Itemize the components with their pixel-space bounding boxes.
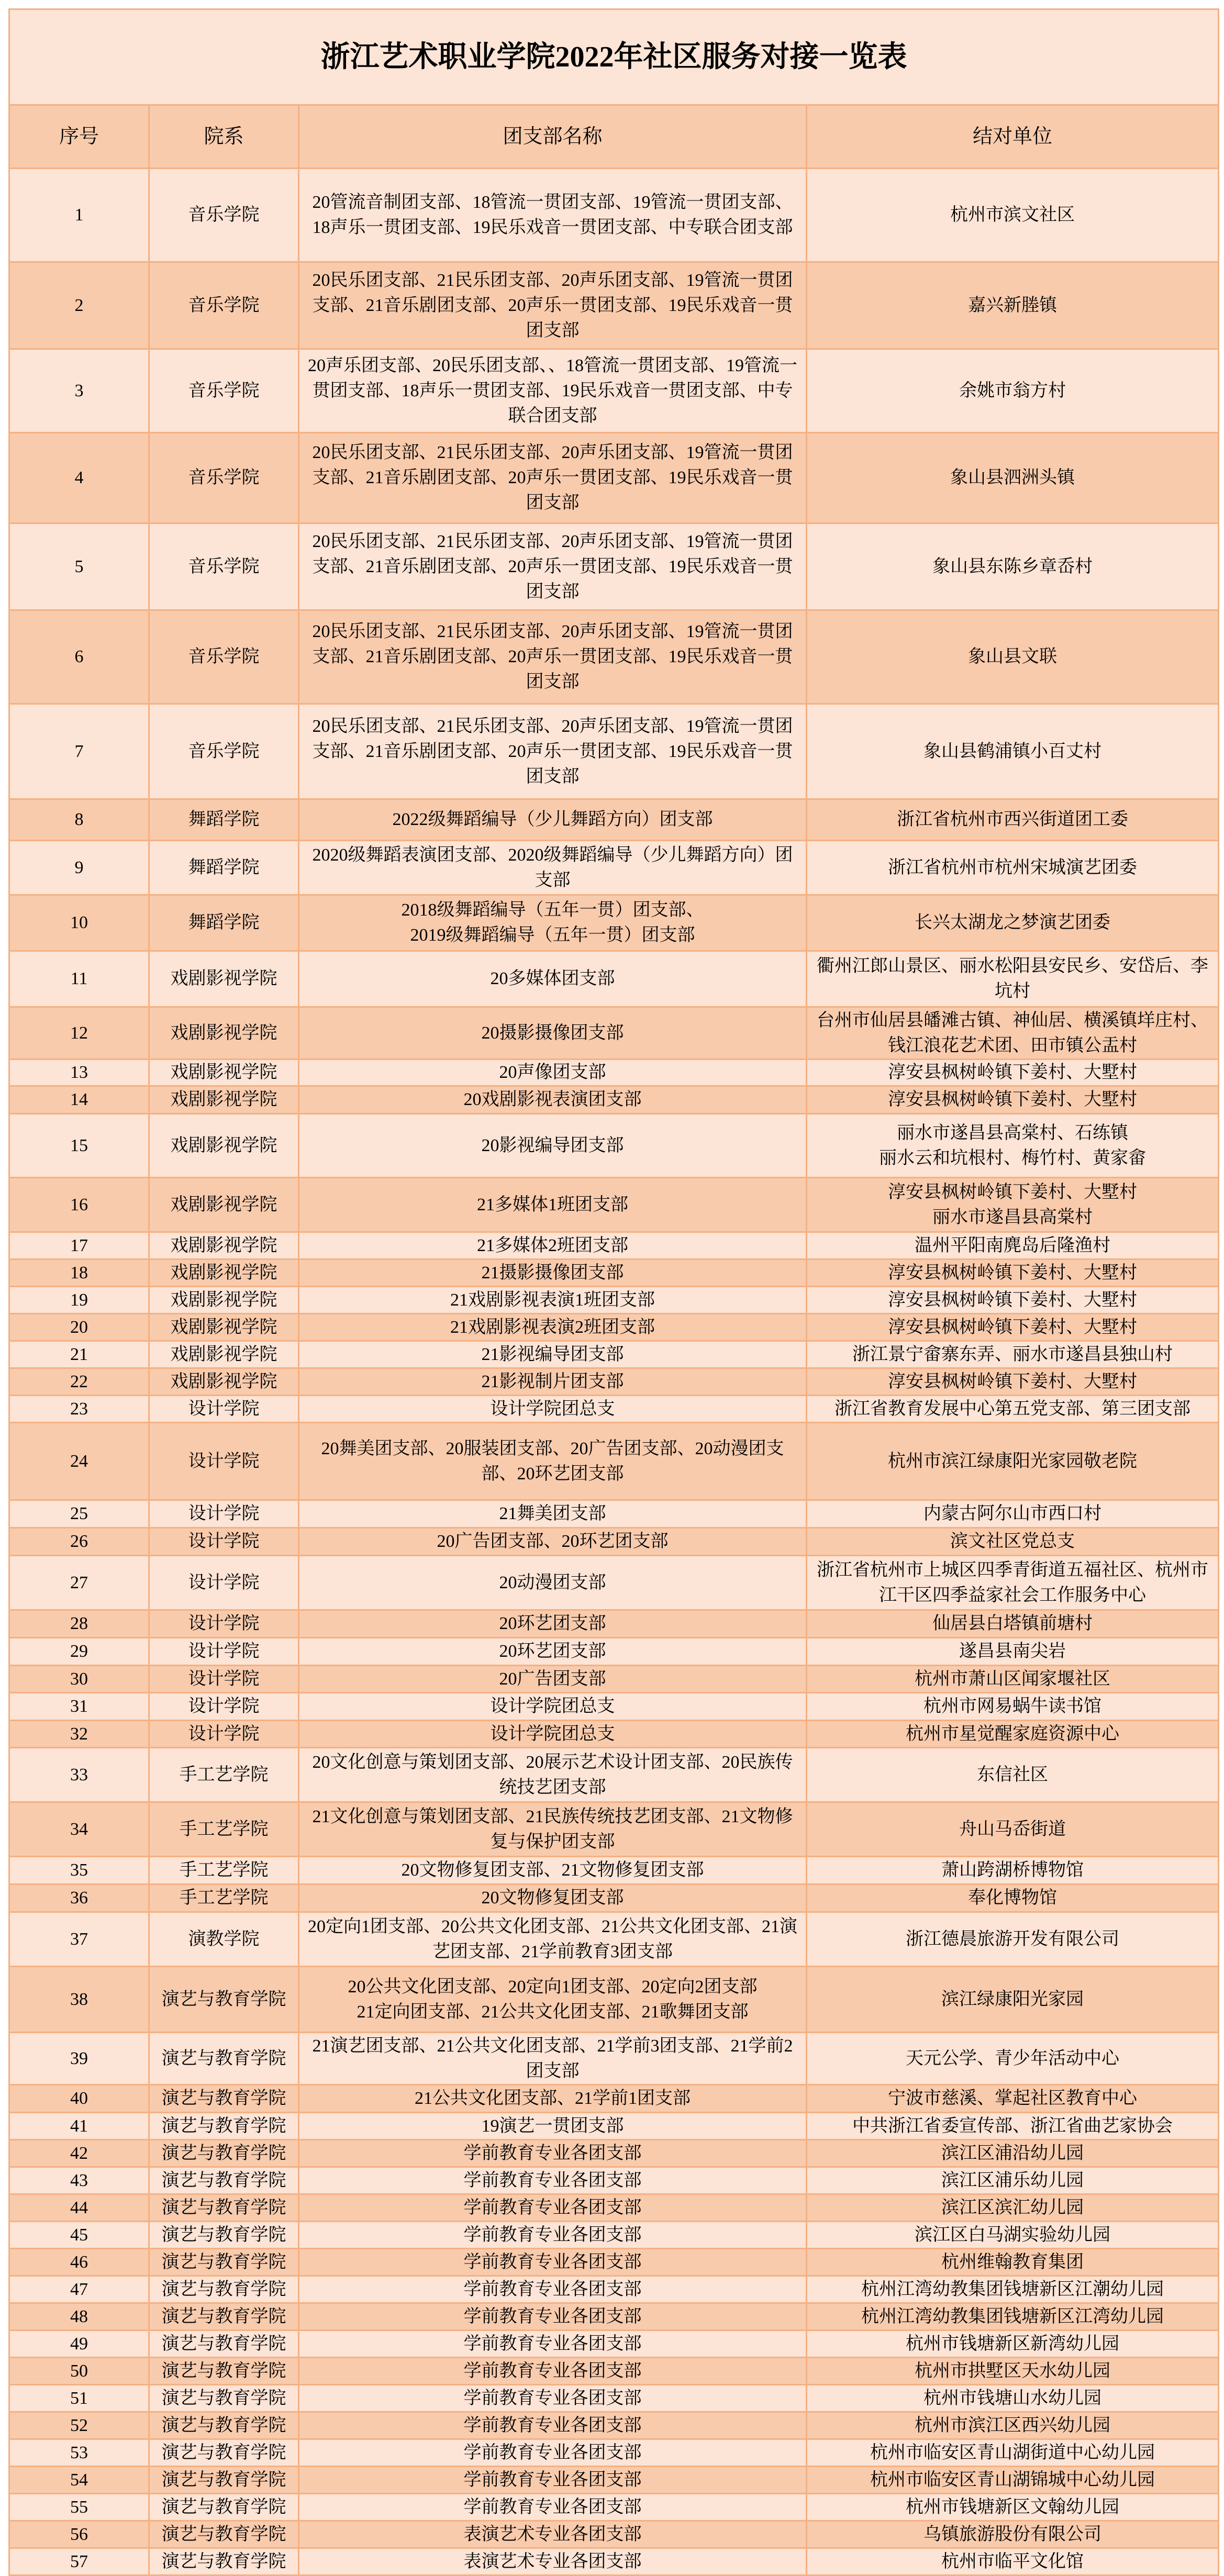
branch-cell: 设计学院团总支 — [299, 1693, 807, 1721]
partner-cell: 象山县鹤浦镇小百丈村 — [807, 704, 1219, 799]
table-row — [9, 2113, 1219, 2140]
partner-cell: 长兴太湖龙之梦演艺团委 — [807, 895, 1219, 951]
column-header-number: 序号 — [9, 105, 149, 169]
college-cell: 手工艺学院 — [149, 1802, 299, 1857]
branch-cell: 20定向1团支部、20公共文化团支部、21公共文化团支部、21演艺团支部、21学前教育3团支部 — [299, 1912, 807, 1967]
college-cell: 演艺与教育学院 — [149, 2412, 299, 2439]
row-number: 25 — [9, 1500, 149, 1528]
row-number: 18 — [9, 1259, 149, 1287]
college-cell: 演艺与教育学院 — [149, 2249, 299, 2276]
table-row — [9, 1638, 1219, 1666]
partner-cell: 杭州市钱塘新区新湾幼儿园 — [807, 2330, 1219, 2358]
row-number: 29 — [9, 1638, 149, 1666]
table-row — [9, 2085, 1219, 2113]
partner-cell: 内蒙古阿尔山市西口村 — [807, 1500, 1219, 1528]
row-number: 20 — [9, 1314, 149, 1341]
partner-cell: 杭州市滨江区西兴幼儿园 — [807, 2412, 1219, 2439]
college-cell: 手工艺学院 — [149, 1748, 299, 1802]
branch-cell: 20管流音制团支部、18管流一贯团支部、19管流一贯团支部、18声乐一贯团支部、19民乐戏音一贯团支部、中专联合团支部 — [299, 169, 807, 262]
partner-cell: 滨江区白马湖实验幼儿园 — [807, 2222, 1219, 2249]
college-cell: 演艺与教育学院 — [149, 2222, 299, 2249]
partner-cell: 淳安县枫树岭镇下姜村、大墅村 — [807, 1368, 1219, 1396]
table-row — [9, 1086, 1219, 1114]
partner-cell: 嘉兴新塍镇 — [807, 262, 1219, 349]
partner-cell: 浙江省杭州市西兴街道团工委 — [807, 799, 1219, 841]
partner-cell: 杭州市钱塘新区文翰幼儿园 — [807, 2494, 1219, 2521]
table-row — [9, 1666, 1219, 1693]
row-number: 7 — [9, 704, 149, 799]
branch-cell: 学前教育专业各团支部 — [299, 2222, 807, 2249]
branch-cell: 学前教育专业各团支部 — [299, 2167, 807, 2194]
college-cell: 戏剧影视学院 — [149, 1060, 299, 1086]
table-row — [9, 951, 1219, 1007]
partner-cell: 衢州江郎山景区、丽水松阳县安民乡、安岱后、李坑村 — [807, 951, 1219, 1007]
college-cell: 戏剧影视学院 — [149, 1341, 299, 1368]
title-row — [9, 9, 1219, 105]
branch-cell: 21摄影摄像团支部 — [299, 1259, 807, 1287]
branch-cell: 20环艺团支部 — [299, 1638, 807, 1666]
table-row — [9, 2303, 1219, 2330]
branch-cell: 学前教育专业各团支部 — [299, 2385, 807, 2412]
branch-cell: 20广告团支部 — [299, 1666, 807, 1693]
partner-cell: 滨江区浦乐幼儿园 — [807, 2167, 1219, 2194]
table-row — [9, 2194, 1219, 2222]
row-number: 31 — [9, 1693, 149, 1721]
partner-cell: 东信社区 — [807, 1748, 1219, 1802]
branch-cell: 21公共文化团支部、21学前1团支部 — [299, 2085, 807, 2113]
table-row — [9, 1314, 1219, 1341]
branch-cell: 20民乐团支部、21民乐团支部、20声乐团支部、19管流一贯团支部、21音乐剧团支部、20声乐一贯团支部、19民乐戏音一贯团支部 — [299, 433, 807, 523]
table-row — [9, 2033, 1219, 2085]
table-row — [9, 1721, 1219, 1748]
partner-cell: 杭州市拱墅区天水幼儿园 — [807, 2358, 1219, 2385]
branch-cell: 学前教育专业各团支部 — [299, 2276, 807, 2303]
branch-cell: 20民乐团支部、21民乐团支部、20声乐团支部、19管流一贯团支部、21音乐剧团支部、20声乐一贯团支部、19民乐戏音一贯团支部 — [299, 704, 807, 799]
branch-cell: 2020级舞蹈表演团支部、2020级舞蹈编导（少儿舞蹈方向）团支部 — [299, 841, 807, 895]
branch-cell: 20民乐团支部、21民乐团支部、20声乐团支部、19管流一贯团支部、21音乐剧团支部、20声乐一贯团支部、19民乐戏音一贯团支部 — [299, 262, 807, 349]
branch-cell: 20戏剧影视表演团支部 — [299, 1086, 807, 1114]
partner-cell: 杭州江湾幼教集团钱塘新区江湾幼儿园 — [807, 2303, 1219, 2330]
college-cell: 演艺与教育学院 — [149, 2194, 299, 2222]
college-cell: 演艺与教育学院 — [149, 2033, 299, 2085]
partner-cell: 杭州市钱塘山水幼儿园 — [807, 2385, 1219, 2412]
table-row — [9, 523, 1219, 610]
college-cell: 戏剧影视学院 — [149, 1232, 299, 1259]
table-row — [9, 2385, 1219, 2412]
college-cell: 音乐学院 — [149, 169, 299, 262]
row-number: 2 — [9, 262, 149, 349]
table-row — [9, 2412, 1219, 2439]
row-number: 21 — [9, 1341, 149, 1368]
college-cell: 戏剧影视学院 — [149, 1114, 299, 1178]
college-cell: 演艺与教育学院 — [149, 2167, 299, 2194]
page-title: 浙江艺术职业学院2022年社区服务对接一览表 — [9, 9, 1219, 105]
branch-cell: 20文化创意与策划团支部、20展示艺术设计团支部、20民族传统技艺团支部 — [299, 1748, 807, 1802]
row-number: 35 — [9, 1857, 149, 1884]
partner-cell: 杭州江湾幼教集团钱塘新区江潮幼儿园 — [807, 2276, 1219, 2303]
branch-cell: 2018级舞蹈编导（五年一贯）团支部、 2019级舞蹈编导（五年一贯）团支部 — [299, 895, 807, 951]
partner-cell: 台州市仙居县皤滩古镇、神仙居、横溪镇垟庄村、钱江浪花艺术团、田市镇公盂村 — [807, 1007, 1219, 1060]
row-number: 15 — [9, 1114, 149, 1178]
partner-cell: 奉化博物馆 — [807, 1884, 1219, 1912]
partner-cell: 浙江省杭州市杭州宋城演艺团委 — [807, 841, 1219, 895]
college-cell: 音乐学院 — [149, 433, 299, 523]
college-cell: 音乐学院 — [149, 610, 299, 704]
table-row — [9, 2494, 1219, 2521]
college-cell: 演艺与教育学院 — [149, 2276, 299, 2303]
college-cell: 戏剧影视学院 — [149, 1368, 299, 1396]
table-row — [9, 2467, 1219, 2494]
row-number: 54 — [9, 2467, 149, 2494]
branch-cell: 20舞美团支部、20服装团支部、20广告团支部、20动漫团支部、20环艺团支部 — [299, 1423, 807, 1500]
row-number: 48 — [9, 2303, 149, 2330]
college-cell: 演艺与教育学院 — [149, 2521, 299, 2548]
column-header-college: 院系 — [149, 105, 299, 169]
partner-cell: 杭州维翰教育集团 — [807, 2249, 1219, 2276]
college-cell: 演艺与教育学院 — [149, 2548, 299, 2575]
partner-cell: 淳安县枫树岭镇下姜村、大墅村 — [807, 1287, 1219, 1314]
college-cell: 演艺与教育学院 — [149, 2085, 299, 2113]
table-row — [9, 1007, 1219, 1060]
college-cell: 设计学院 — [149, 1666, 299, 1693]
branch-cell: 20声乐团支部、20民乐团支部、、18管流一贯团支部、19管流一贯团支部、18声乐一贯团支部、19民乐戏音一贯团支部、中专联合团支部 — [299, 349, 807, 433]
college-cell: 舞蹈学院 — [149, 841, 299, 895]
row-number: 39 — [9, 2033, 149, 2085]
row-number: 43 — [9, 2167, 149, 2194]
college-cell: 戏剧影视学院 — [149, 1259, 299, 1287]
college-cell: 手工艺学院 — [149, 1884, 299, 1912]
community-service-table — [8, 8, 1219, 2576]
table-row — [9, 1967, 1219, 2033]
branch-cell: 19演艺一贯团支部 — [299, 2113, 807, 2140]
row-number: 44 — [9, 2194, 149, 2222]
row-number: 9 — [9, 841, 149, 895]
row-number: 23 — [9, 1396, 149, 1423]
row-number: 36 — [9, 1884, 149, 1912]
branch-cell: 21舞美团支部 — [299, 1500, 807, 1528]
table-row — [9, 2167, 1219, 2194]
table-row — [9, 169, 1219, 262]
branch-cell: 学前教育专业各团支部 — [299, 2358, 807, 2385]
partner-cell: 淳安县枫树岭镇下姜村、大墅村 — [807, 1259, 1219, 1287]
partner-cell: 浙江德晨旅游开发有限公司 — [807, 1912, 1219, 1967]
table-row — [9, 1178, 1219, 1232]
college-cell: 设计学院 — [149, 1423, 299, 1500]
partner-cell: 杭州市滨江绿康阳光家园敬老院 — [807, 1423, 1219, 1500]
row-number: 49 — [9, 2330, 149, 2358]
partner-cell: 浙江省教育发展中心第五党支部、第三团支部 — [807, 1396, 1219, 1423]
column-header-branch: 团支部名称 — [299, 105, 807, 169]
table-row — [9, 895, 1219, 951]
partner-cell: 淳安县枫树岭镇下姜村、大墅村 — [807, 1314, 1219, 1341]
branch-cell: 20声像团支部 — [299, 1060, 807, 1086]
partner-cell: 余姚市翁方村 — [807, 349, 1219, 433]
branch-cell: 20文物修复团支部 — [299, 1884, 807, 1912]
branch-cell: 21影视编导团支部 — [299, 1341, 807, 1368]
row-number: 5 — [9, 523, 149, 610]
header-row — [9, 105, 1219, 169]
table-row — [9, 1341, 1219, 1368]
partner-cell: 浙江省杭州市上城区四季青街道五福社区、杭州市江干区四季益家社会工作服务中心 — [807, 1556, 1219, 1610]
branch-cell: 20动漫团支部 — [299, 1556, 807, 1610]
table-row — [9, 2140, 1219, 2167]
row-number: 12 — [9, 1007, 149, 1060]
row-number: 4 — [9, 433, 149, 523]
table-row — [9, 1556, 1219, 1610]
table-row — [9, 1368, 1219, 1396]
table-row — [9, 1748, 1219, 1802]
row-number: 57 — [9, 2548, 149, 2575]
row-number: 11 — [9, 951, 149, 1007]
table-row — [9, 1232, 1219, 1259]
college-cell: 设计学院 — [149, 1396, 299, 1423]
college-cell: 演教学院 — [149, 1912, 299, 1967]
branch-cell: 学前教育专业各团支部 — [299, 2330, 807, 2358]
college-cell: 演艺与教育学院 — [149, 2439, 299, 2467]
partner-cell: 杭州市临平文化馆 — [807, 2548, 1219, 2575]
table-row — [9, 1610, 1219, 1638]
row-number: 17 — [9, 1232, 149, 1259]
branch-cell: 20民乐团支部、21民乐团支部、20声乐团支部、19管流一贯团支部、21音乐剧团支部、20声乐一贯团支部、19民乐戏音一贯团支部 — [299, 523, 807, 610]
partner-cell: 宁波市慈溪、掌起社区教育中心 — [807, 2085, 1219, 2113]
partner-cell: 杭州市网易蜗牛读书馆 — [807, 1693, 1219, 1721]
college-cell: 设计学院 — [149, 1638, 299, 1666]
branch-cell: 20广告团支部、20环艺团支部 — [299, 1528, 807, 1556]
row-number: 33 — [9, 1748, 149, 1802]
row-number: 27 — [9, 1556, 149, 1610]
row-number: 22 — [9, 1368, 149, 1396]
row-number: 32 — [9, 1721, 149, 1748]
table-row — [9, 1884, 1219, 1912]
branch-cell: 21戏剧影视表演1班团支部 — [299, 1287, 807, 1314]
table-row — [9, 2276, 1219, 2303]
branch-cell: 学前教育专业各团支部 — [299, 2412, 807, 2439]
row-number: 47 — [9, 2276, 149, 2303]
row-number: 30 — [9, 1666, 149, 1693]
table-row — [9, 841, 1219, 895]
table-row — [9, 2548, 1219, 2575]
partner-cell: 淳安县枫树岭镇下姜村、大墅村 — [807, 1086, 1219, 1114]
branch-cell: 20摄影摄像团支部 — [299, 1007, 807, 1060]
table-row — [9, 1857, 1219, 1884]
partner-cell: 象山县文联 — [807, 610, 1219, 704]
row-number: 13 — [9, 1060, 149, 1086]
partner-cell: 杭州市滨文社区 — [807, 169, 1219, 262]
college-cell: 设计学院 — [149, 1610, 299, 1638]
college-cell: 设计学院 — [149, 1500, 299, 1528]
branch-cell: 20环艺团支部 — [299, 1610, 807, 1638]
college-cell: 演艺与教育学院 — [149, 2385, 299, 2412]
table-row — [9, 1060, 1219, 1086]
branch-cell: 学前教育专业各团支部 — [299, 2249, 807, 2276]
branch-cell: 表演艺术专业各团支部 — [299, 2548, 807, 2575]
college-cell: 戏剧影视学院 — [149, 1287, 299, 1314]
branch-cell: 21文化创意与策划团支部、21民族传统技艺团支部、21文物修复与保护团支部 — [299, 1802, 807, 1857]
row-number: 14 — [9, 1086, 149, 1114]
table-row — [9, 704, 1219, 799]
branch-cell: 20文物修复团支部、21文物修复团支部 — [299, 1857, 807, 1884]
table-row — [9, 349, 1219, 433]
college-cell: 演艺与教育学院 — [149, 2494, 299, 2521]
table-row — [9, 1114, 1219, 1178]
column-header-partner: 结对单位 — [807, 105, 1219, 169]
college-cell: 音乐学院 — [149, 262, 299, 349]
partner-cell: 温州平阳南麂岛后隆渔村 — [807, 1232, 1219, 1259]
table-row — [9, 610, 1219, 704]
branch-cell: 21多媒体1班团支部 — [299, 1178, 807, 1232]
branch-cell: 表演艺术专业各团支部 — [299, 2521, 807, 2548]
row-number: 19 — [9, 1287, 149, 1314]
table-row — [9, 1287, 1219, 1314]
row-number: 50 — [9, 2358, 149, 2385]
partner-cell: 萧山跨湖桥博物馆 — [807, 1857, 1219, 1884]
row-number: 24 — [9, 1423, 149, 1500]
partner-cell: 象山县东陈乡章岙村 — [807, 523, 1219, 610]
college-cell: 戏剧影视学院 — [149, 1007, 299, 1060]
row-number: 37 — [9, 1912, 149, 1967]
partner-cell: 丽水市遂昌县高棠村、石练镇 丽水云和坑根村、梅竹村、黄家畲 — [807, 1114, 1219, 1178]
college-cell: 演艺与教育学院 — [149, 2467, 299, 2494]
partner-cell: 象山县泗洲头镇 — [807, 433, 1219, 523]
college-cell: 设计学院 — [149, 1721, 299, 1748]
branch-cell: 学前教育专业各团支部 — [299, 2194, 807, 2222]
partner-cell: 舟山马岙街道 — [807, 1802, 1219, 1857]
table-row — [9, 2358, 1219, 2385]
row-number: 56 — [9, 2521, 149, 2548]
branch-cell: 20公共文化团支部、20定向1团支部、20定向2团支部 21定向团支部、21公共文化团支部、21歌舞团支部 — [299, 1967, 807, 2033]
partner-cell: 浙江景宁畲寨东弄、丽水市遂昌县独山村 — [807, 1341, 1219, 1368]
branch-cell: 20影视编导团支部 — [299, 1114, 807, 1178]
partner-cell: 中共浙江省委宣传部、浙江省曲艺家协会 — [807, 2113, 1219, 2140]
row-number: 51 — [9, 2385, 149, 2412]
table-row — [9, 1802, 1219, 1857]
college-cell: 舞蹈学院 — [149, 799, 299, 841]
college-cell: 音乐学院 — [149, 523, 299, 610]
row-number: 52 — [9, 2412, 149, 2439]
table-row — [9, 1396, 1219, 1423]
row-number: 42 — [9, 2140, 149, 2167]
table-row — [9, 2249, 1219, 2276]
branch-cell: 设计学院团总支 — [299, 1721, 807, 1748]
partner-cell: 仙居县白塔镇前塘村 — [807, 1610, 1219, 1638]
branch-cell: 21演艺团支部、21公共文化团支部、21学前3团支部、21学前2团支部 — [299, 2033, 807, 2085]
table-row — [9, 1259, 1219, 1287]
partner-cell: 遂昌县南尖岩 — [807, 1638, 1219, 1666]
branch-cell: 设计学院团总支 — [299, 1396, 807, 1423]
row-number: 10 — [9, 895, 149, 951]
row-number: 53 — [9, 2439, 149, 2467]
partner-cell: 滨江区浦沿幼儿园 — [807, 2140, 1219, 2167]
branch-cell: 20民乐团支部、21民乐团支部、20声乐团支部、19管流一贯团支部、21音乐剧团支部、20声乐一贯团支部、19民乐戏音一贯团支部 — [299, 610, 807, 704]
table-row — [9, 1500, 1219, 1528]
table-row — [9, 2521, 1219, 2548]
partner-cell: 滨文社区党总支 — [807, 1528, 1219, 1556]
row-number: 16 — [9, 1178, 149, 1232]
college-cell: 戏剧影视学院 — [149, 1178, 299, 1232]
row-number: 45 — [9, 2222, 149, 2249]
table-row — [9, 1423, 1219, 1500]
table-row — [9, 1912, 1219, 1967]
college-cell: 演艺与教育学院 — [149, 2358, 299, 2385]
college-cell: 戏剧影视学院 — [149, 951, 299, 1007]
partner-cell: 杭州市萧山区闻家堰社区 — [807, 1666, 1219, 1693]
table-row — [9, 799, 1219, 841]
branch-cell: 学前教育专业各团支部 — [299, 2439, 807, 2467]
college-cell: 手工艺学院 — [149, 1857, 299, 1884]
college-cell: 演艺与教育学院 — [149, 2113, 299, 2140]
college-cell: 演艺与教育学院 — [149, 2330, 299, 2358]
branch-cell: 学前教育专业各团支部 — [299, 2467, 807, 2494]
branch-cell: 学前教育专业各团支部 — [299, 2494, 807, 2521]
branch-cell: 2022级舞蹈编导（少儿舞蹈方向）团支部 — [299, 799, 807, 841]
branch-cell: 21多媒体2班团支部 — [299, 1232, 807, 1259]
partner-cell: 杭州市临安区青山湖锦城中心幼儿园 — [807, 2467, 1219, 2494]
college-cell: 戏剧影视学院 — [149, 1314, 299, 1341]
row-number: 1 — [9, 169, 149, 262]
row-number: 3 — [9, 349, 149, 433]
branch-cell: 21影视制片团支部 — [299, 1368, 807, 1396]
college-cell: 音乐学院 — [149, 704, 299, 799]
college-cell: 戏剧影视学院 — [149, 1086, 299, 1114]
college-cell: 设计学院 — [149, 1556, 299, 1610]
branch-cell: 21戏剧影视表演2班团支部 — [299, 1314, 807, 1341]
partner-cell: 滨江区滨汇幼儿园 — [807, 2194, 1219, 2222]
table-row — [9, 2222, 1219, 2249]
table-row — [9, 2330, 1219, 2358]
row-number: 34 — [9, 1802, 149, 1857]
branch-cell: 学前教育专业各团支部 — [299, 2303, 807, 2330]
college-cell: 设计学院 — [149, 1528, 299, 1556]
college-cell: 演艺与教育学院 — [149, 1967, 299, 2033]
table-row — [9, 1528, 1219, 1556]
row-number: 55 — [9, 2494, 149, 2521]
row-number: 41 — [9, 2113, 149, 2140]
row-number: 6 — [9, 610, 149, 704]
college-cell: 演艺与教育学院 — [149, 2140, 299, 2167]
partner-cell: 乌镇旅游股份有限公司 — [807, 2521, 1219, 2548]
college-cell: 设计学院 — [149, 1693, 299, 1721]
branch-cell: 20多媒体团支部 — [299, 951, 807, 1007]
row-number: 28 — [9, 1610, 149, 1638]
row-number: 26 — [9, 1528, 149, 1556]
college-cell: 音乐学院 — [149, 349, 299, 433]
partner-cell: 滨江绿康阳光家园 — [807, 1967, 1219, 2033]
branch-cell: 学前教育专业各团支部 — [299, 2140, 807, 2167]
college-cell: 舞蹈学院 — [149, 895, 299, 951]
partner-cell: 天元公学、青少年活动中心 — [807, 2033, 1219, 2085]
table-row — [9, 2439, 1219, 2467]
partner-cell: 杭州市星觉醒家庭资源中心 — [807, 1721, 1219, 1748]
row-number: 8 — [9, 799, 149, 841]
table-row — [9, 1693, 1219, 1721]
table-row — [9, 433, 1219, 523]
row-number: 46 — [9, 2249, 149, 2276]
partner-cell: 淳安县枫树岭镇下姜村、大墅村 — [807, 1060, 1219, 1086]
row-number: 40 — [9, 2085, 149, 2113]
row-number: 38 — [9, 1967, 149, 2033]
table-row — [9, 262, 1219, 349]
partner-cell: 淳安县枫树岭镇下姜村、大墅村 丽水市遂昌县高棠村 — [807, 1178, 1219, 1232]
partner-cell: 杭州市临安区青山湖街道中心幼儿园 — [807, 2439, 1219, 2467]
college-cell: 演艺与教育学院 — [149, 2303, 299, 2330]
